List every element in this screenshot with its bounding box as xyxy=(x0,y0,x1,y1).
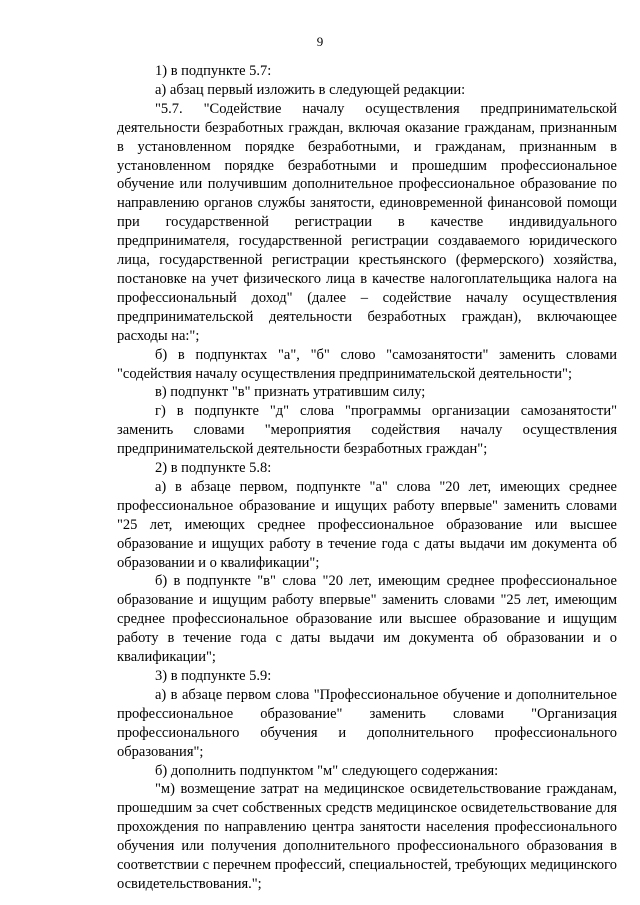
paragraph: а) абзац первый изложить в следующей редакции: xyxy=(155,81,466,98)
paragraph: б) в подпункте "в" слова "20 лет, имеющим среднее профессиональное образование и ищущим работу впервые" заменить словами "25 лет, имеющим среднее профессиональное образование или высшее образование и ищущим работу в течение года с даты выдачи им документа об образовании и о квалификации"; xyxy=(117,573,617,666)
paragraph: 1) в подпункте 5.7: xyxy=(155,63,272,79)
paragraph: б) дополнить подпунктом "м" следующего содержания: xyxy=(155,762,499,779)
document-body xyxy=(117,62,617,894)
paragraph: "м) возмещение затрат на медицинское освидетельствование гражданам, прошедшим за счет собственных средств медицинское освидетельствование для прохождения по направлению центра занятости населения профессионального обучения или получения дополнительного профессионального образования в соответствии с перечнем профессий, специальностей, требующих медицинского освидетельствования."; xyxy=(117,781,617,892)
paragraph: в) подпункт "в" признать утратившим силу; xyxy=(155,384,426,401)
paragraph: г) в подпункте "д" слова "программы организации самозанятости" заменить словами "мероприятия содействия началу осуществления предпринимательской деятельности безработных граждан"; xyxy=(117,403,617,458)
paragraph: а) в абзаце первом слова "Профессиональное обучение и дополнительное профессиональное образование" заменить словами "Организация профессионального обучения и дополнительного профессионального образования"; xyxy=(117,686,617,760)
paragraph: 3) в подпункте 5.9: xyxy=(155,668,272,684)
paragraph: "5.7. "Содействие началу осуществления предпринимательской деятельности безработных граждан, включая оказание гражданам, признанным в установленном порядке безработными, и гражданам, признанным в установленном порядке безработными и прошедшим профессиональное обучение или получившим дополнительное профессиональное образование по направлению органов службы занятости, единовременной финансовой помощи при государственной регистрации в качестве индивидуального предпринимателя, государственной регистрации создаваемого юридического лица, государственной регистрации крестьянского (фермерского) хозяйства, постановке на учет физического лица в качестве налогоплательщика налога на профессиональный доход" (далее – содействие началу осуществления предпринимательской деятельности безработных граждан), включающее расходы на:"; xyxy=(117,100,617,344)
paragraph: 2) в подпункте 5.8: xyxy=(155,460,272,477)
paragraph: б) в подпунктах "а", "б" слово "самозанятости" заменить словами "содействия началу осуществления предпринимательской деятельности"; xyxy=(117,346,617,382)
page-number: 9 xyxy=(316,34,324,49)
paragraph: а) в абзаце первом, подпункте "а" слова "20 лет, имеющих среднее профессиональное образование и ищущих работу впервые" заменить словами "25 лет, имеющих среднее профессиональное образование или высшее образование и ищущих работу в течение года с даты выдачи им документа об образовании и о квалификации"; xyxy=(117,478,617,571)
